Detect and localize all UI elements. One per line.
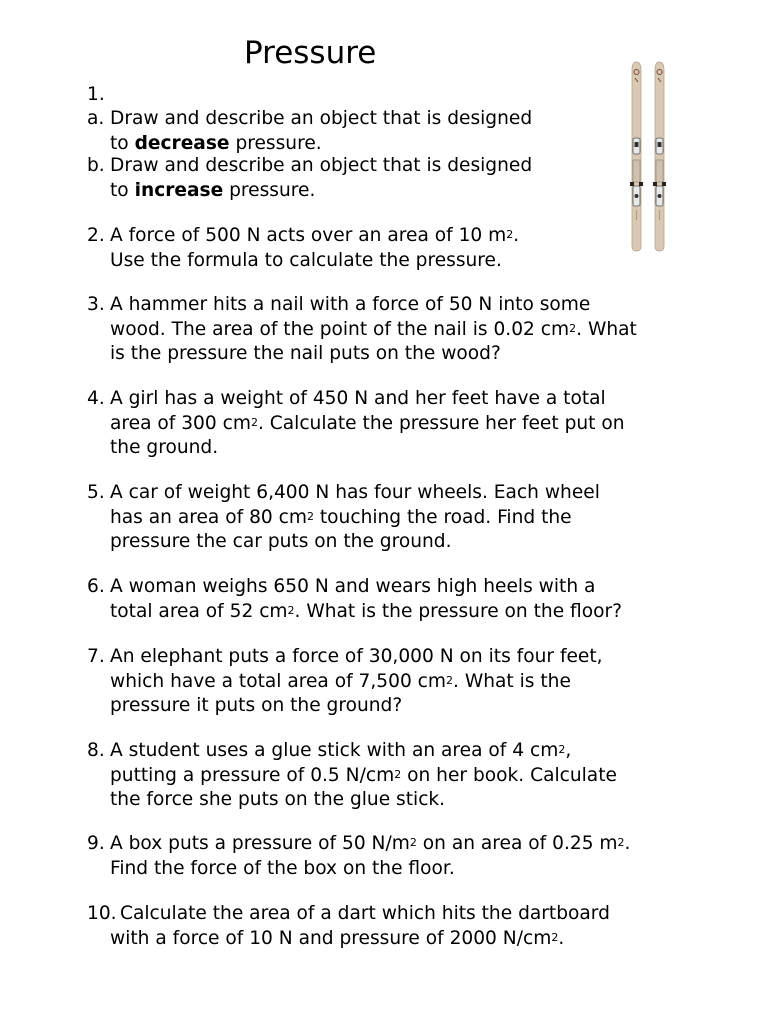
question-text: A student uses a glue stick with an area of 4 $cm^2$, putting a pressure of 0.5 $N/cm^2$ on her book. Calculate the force she puts on the glue stick. — [110, 740, 617, 810]
question-text: An elephant puts a force of 30,000 N on its four feet, which have a total area of 7,500 $cm^2$. What is the pressure it puts on the ground? — [110, 646, 603, 716]
question-text: A box puts a pressure of 50 $N/m^2$ on an area of 0.25 $m^2$. Find the force of the box on the floor. — [110, 833, 631, 879]
sub-question-label: b. — [87, 155, 105, 176]
question-number: 8. — [87, 740, 105, 761]
question-number: 9. — [87, 833, 105, 854]
question-number: 1. — [87, 84, 105, 105]
question-number: 4. — [87, 388, 105, 409]
question-number: 6. — [87, 576, 105, 597]
question-number: 10. — [87, 903, 117, 924]
question-number: 7. — [87, 646, 105, 667]
skis-image — [626, 60, 672, 254]
question-text: Calculate the area of a dart which hits the dartboard with a force of 10 N and pressure of 2000 $N/cm^2$. — [110, 903, 610, 949]
question-text: A girl has a weight of 450 N and her feet have a total area of 300 $cm^2$. Calculate the pressure her feet put on the ground. — [110, 388, 625, 458]
question-number: 3. — [87, 294, 105, 315]
question-text: Draw and describe an object that is designed to increase pressure. — [110, 155, 533, 201]
question-text: A woman weighs 650 N and wears high heels with a total area of 52 $cm^2$. What is the pressure on the floor? — [110, 576, 623, 622]
question-number: 5. — [87, 482, 105, 503]
question-text: A hammer hits a nail with a force of 50 N into some wood. The area of the point of the nail is 0.02 $cm^2$. What is the pressure the nail puts on the wood? — [110, 294, 637, 364]
emphasis-decrease: decrease — [134, 132, 230, 154]
sub-question-label: a. — [87, 108, 105, 129]
question-number: 2. — [87, 225, 105, 246]
question-text: Draw and describe an object that is designed to decrease pressure. — [110, 108, 533, 154]
question-text: A force of 500 N acts over an area of 10 $m^2$. Use the formula to calculate the pressure. — [110, 225, 520, 271]
page-title: Pressure — [244, 35, 377, 71]
emphasis-increase: increase — [134, 179, 224, 201]
question-text: A car of weight 6,400 N has four wheels. Each wheel has an area of 80 $cm^2$ touching the road. Find the pressure the car puts on the ground. — [110, 482, 600, 552]
